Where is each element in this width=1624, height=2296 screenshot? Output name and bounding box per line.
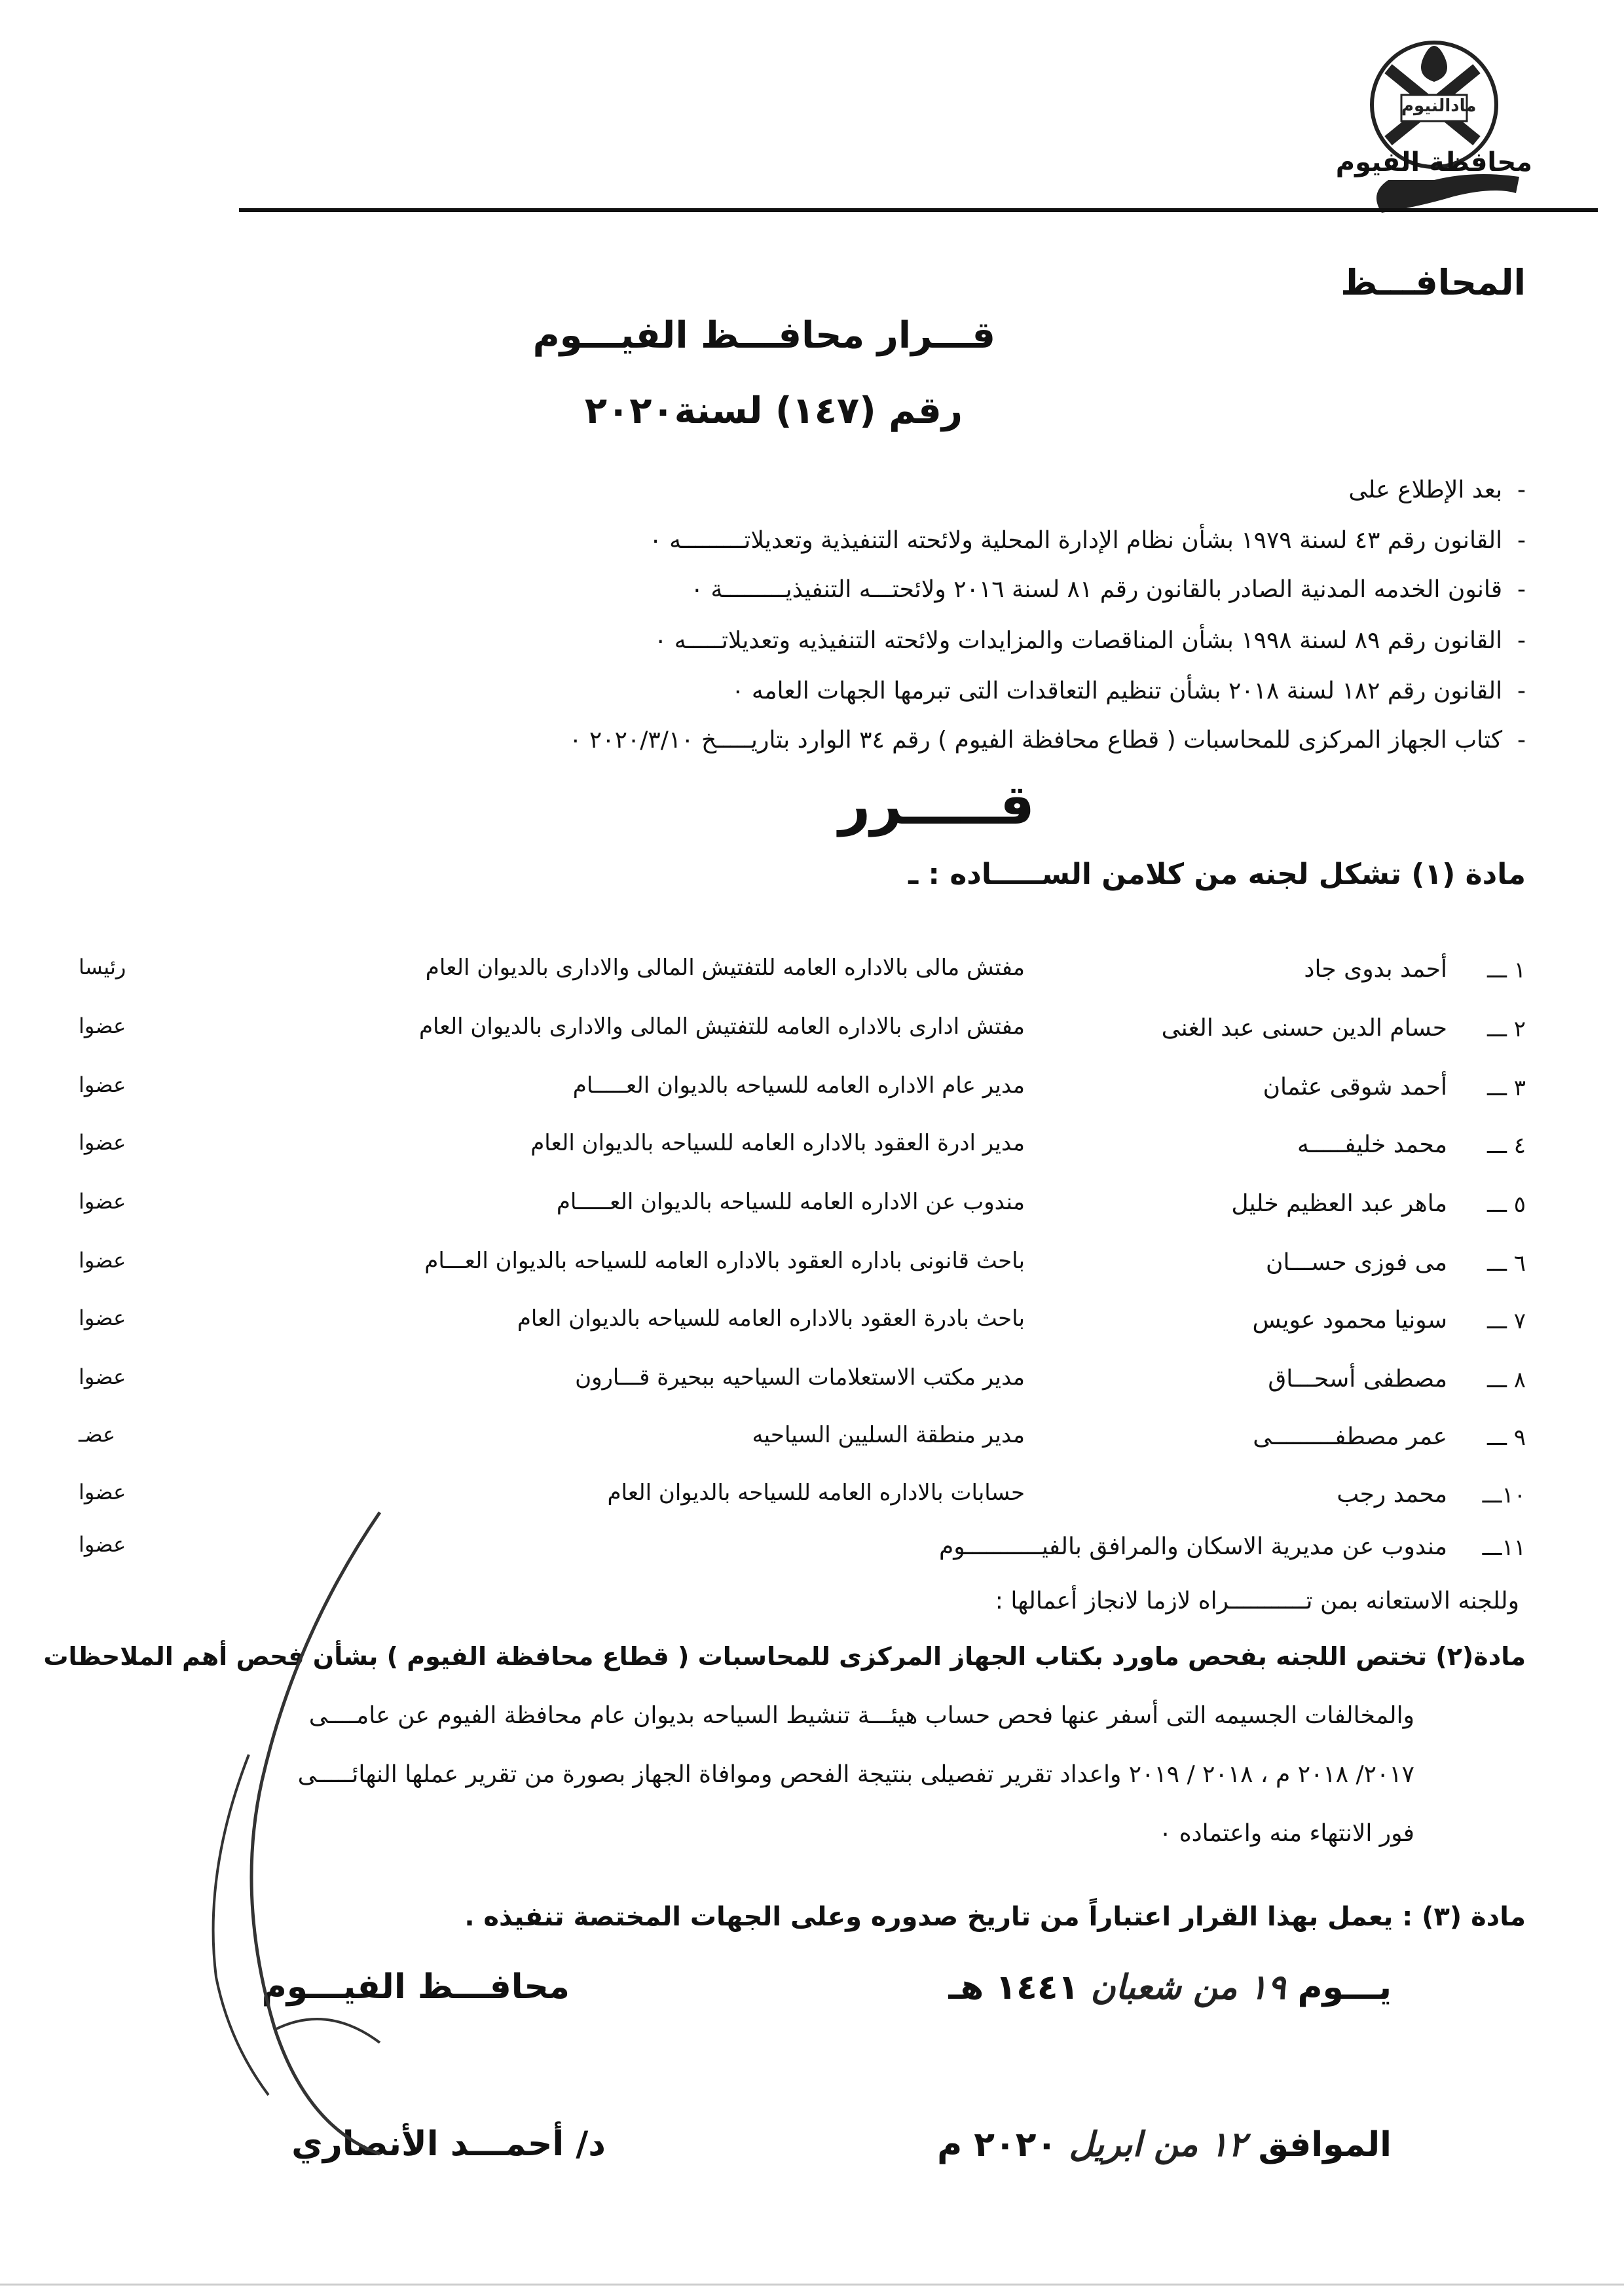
preamble-line: - القانون رقم ١٨٢ لسنة ٢٠١٨ بشأن تنظيم التعاقدات التى تبرمها الجهات العامه ٠ (731, 678, 1526, 704)
governor-heading: المحافـــظ (1340, 262, 1526, 303)
assistance-note: وللجنه الاستعانه بمن تـــــــــــراه لازما لانجاز أعمالها : (995, 1588, 1519, 1614)
member-name: مى فوزى حســـان (1266, 1249, 1447, 1276)
member-name: سونيا محمود عويس (1252, 1307, 1447, 1334)
signature-title: محافـــظ الفيـــوم (261, 1967, 570, 2007)
member-index: ٤ ـــ (1487, 1133, 1526, 1159)
member-name: مصطفى أسحـــاق (1268, 1366, 1447, 1393)
member-role: عضوا (79, 1130, 126, 1155)
header-rule (239, 208, 1598, 212)
article-3: مادة (٣) : يعمل بهذا القرار اعتباراً من تاريخ صدوره وعلى الجهات المختصة تنفيذه . (464, 1902, 1526, 1932)
member-position: مفتش مالى بالاداره العامه للتفتيش المالى والادارى بالديوان العام (425, 955, 1025, 981)
member-role: رئيسا (79, 955, 126, 979)
member-name: محمد خليفـــــه (1297, 1131, 1447, 1158)
preamble-line: - القانون رقم ٤٣ لسنة ١٩٧٩ بشأن نظام الإدارة المحلية ولائحته التنفيذية وتعديلاتـــــــــه ٠ (649, 527, 1526, 554)
article-2-line: فور الانتهاء منه واعتماده ٠ (1158, 1820, 1414, 1847)
governorate-logo (1335, 29, 1532, 219)
member-role: عضوا (79, 1532, 126, 1557)
hijri-handwritten: ١٩ من شعبان (1090, 1967, 1286, 2007)
member-position: مدير منطقة السليين السياحيه (752, 1422, 1025, 1448)
member-index: ١١ـــ (1482, 1535, 1526, 1561)
article-2-line: والمخالفات الجسيمه التى أسفر عنها فحص حساب هيئـــة تنشيط السياحه بديوان عام محافظة الفيوم عن عامــــى (308, 1702, 1414, 1729)
member-role: عضوا (79, 1364, 126, 1389)
logo-badge-text: مادالنيوم (1401, 96, 1477, 116)
decision-title: قـــرار محافـــظ الفيـــوم (532, 314, 995, 357)
scan-edge (0, 2284, 1624, 2286)
member-index: ٧ ـــ (1487, 1308, 1526, 1334)
member-index: ١٠ـــ (1482, 1482, 1526, 1508)
handwritten-signature (164, 1506, 426, 2160)
member-index: ٣ ـــ (1487, 1075, 1526, 1101)
member-index: ٨ ـــ (1487, 1367, 1526, 1393)
member-role: عضوا (79, 1248, 126, 1273)
member-name: أحمد بدوى جاد (1304, 956, 1447, 983)
article-1-heading: مادة (١) تشكل لجنه من كلامن الســـــاده : ـ (908, 858, 1526, 891)
greg-handwritten: ١٢ من ابريل (1069, 2124, 1247, 2164)
member-position: مفتش ادارى بالاداره العامه للتفتيش المالى والادارى بالديوان العام (418, 1013, 1025, 1040)
decides-heading: قـــــرر (838, 773, 1035, 837)
hijri-date (948, 1967, 1392, 2007)
logo-text: محافظة الفيوم (1335, 147, 1532, 177)
member-role: عضوا (79, 1072, 126, 1097)
member-index: ٥ ـــ (1487, 1192, 1526, 1218)
member-name: عمر مصطفـــــــــى (1253, 1423, 1447, 1450)
member-position: مدير مكتب الاستعلامات السياحيه ببحيرة قـــارون (575, 1364, 1025, 1391)
preamble-line: - قانون الخدمه المدنية الصادر بالقانون رقم ٨١ لسنة ٢٠١٦ ولائحتـــه التنفيذيـــــــــة ٠ (690, 576, 1526, 603)
member-name: محمد رجب (1337, 1481, 1447, 1508)
hijri-year: ١٤٤١ هـ (948, 1968, 1079, 2007)
member-name: أحمد شوقى عثمان (1263, 1074, 1447, 1101)
preamble-line: - كتاب الجهاز المركزى للمحاسبات ( قطاع محافظة الفيوم ) رقم ٣٤ الوارد بتاريـــــخ ٢٠٢٠/٣/١٠ ٠ (569, 727, 1526, 754)
article-2-line: ٢٠١٧/ ٢٠١٨ م ، ٢٠١٨ / ٢٠١٩ واعداد تقرير تفصيلى بنتيجة الفحص وموافاة الجهاز بصورة من تقرير عملها النهائـــــى (297, 1761, 1414, 1788)
member-role: عضوا (79, 1305, 126, 1330)
member-position: مندوب عن الاداره العامه للسياحه بالديوان العـــــام (556, 1189, 1025, 1215)
member-position: باحث قانونى باداره العقود بالاداره العامه للسياحه بالديوان العـــام (424, 1248, 1025, 1274)
member-name: ماهر عبد العظيم خليل (1231, 1190, 1447, 1217)
member-role: عضوا (79, 1480, 126, 1504)
member-index: ٢ ـــ (1487, 1016, 1526, 1042)
preamble-line: - بعد الإطلاع على (1348, 477, 1526, 503)
member-position: حسابات بالاداره العامه للسياحه بالديوان العام (607, 1480, 1025, 1506)
member-position: باحث بادرة العقود بالاداره العامه للسياحه بالديوان العام (517, 1305, 1025, 1332)
greg-prefix: الموافق (1258, 2125, 1392, 2164)
preamble-line: - القانون رقم ٨٩ لسنة ١٩٩٨ بشأن المناقصات والمزايدات ولائحته التنفيذيه وتعديلاتـــــه ٠ (654, 627, 1526, 654)
member-index: ٦ ـــ (1487, 1250, 1526, 1277)
member-role: عضوا (79, 1013, 126, 1038)
member-index: ١ ـــ (1487, 957, 1526, 983)
member-index: ٩ ـــ (1487, 1425, 1526, 1451)
member-position: مدير ادرة العقود بالاداره العامه للسياحه بالديوان العام (530, 1130, 1025, 1156)
hijri-prefix: يـــوم (1297, 1968, 1392, 2007)
member-role: عضـ (79, 1422, 116, 1447)
greg-year: ٢٠٢٠ م (937, 2125, 1058, 2164)
member-position: مدير عام الاداره العامه للسياحه بالديوان العـــــام (572, 1072, 1025, 1099)
member-name: مندوب عن مديرية الاسكان والمرافق بالفيـــــــــــوم (939, 1533, 1447, 1560)
decision-number: رقم (١٤٧) لسنة٢٠٢٠ (584, 390, 963, 432)
member-name: حسام الدين حسنى عبد الغنى (1161, 1015, 1447, 1042)
article-2-line: مادة(٢) تختص اللجنه بفحص ماورد بكتاب الجهاز المركزى للمحاسبات ( قطاع محافظة الفيوم ) بشأن فحص أهم الملاحظات (43, 1642, 1526, 1671)
signature-name: د/ أحمـــد الأنصاري (291, 2124, 606, 2164)
member-role: عضوا (79, 1189, 126, 1214)
gregorian-date (937, 2124, 1392, 2164)
